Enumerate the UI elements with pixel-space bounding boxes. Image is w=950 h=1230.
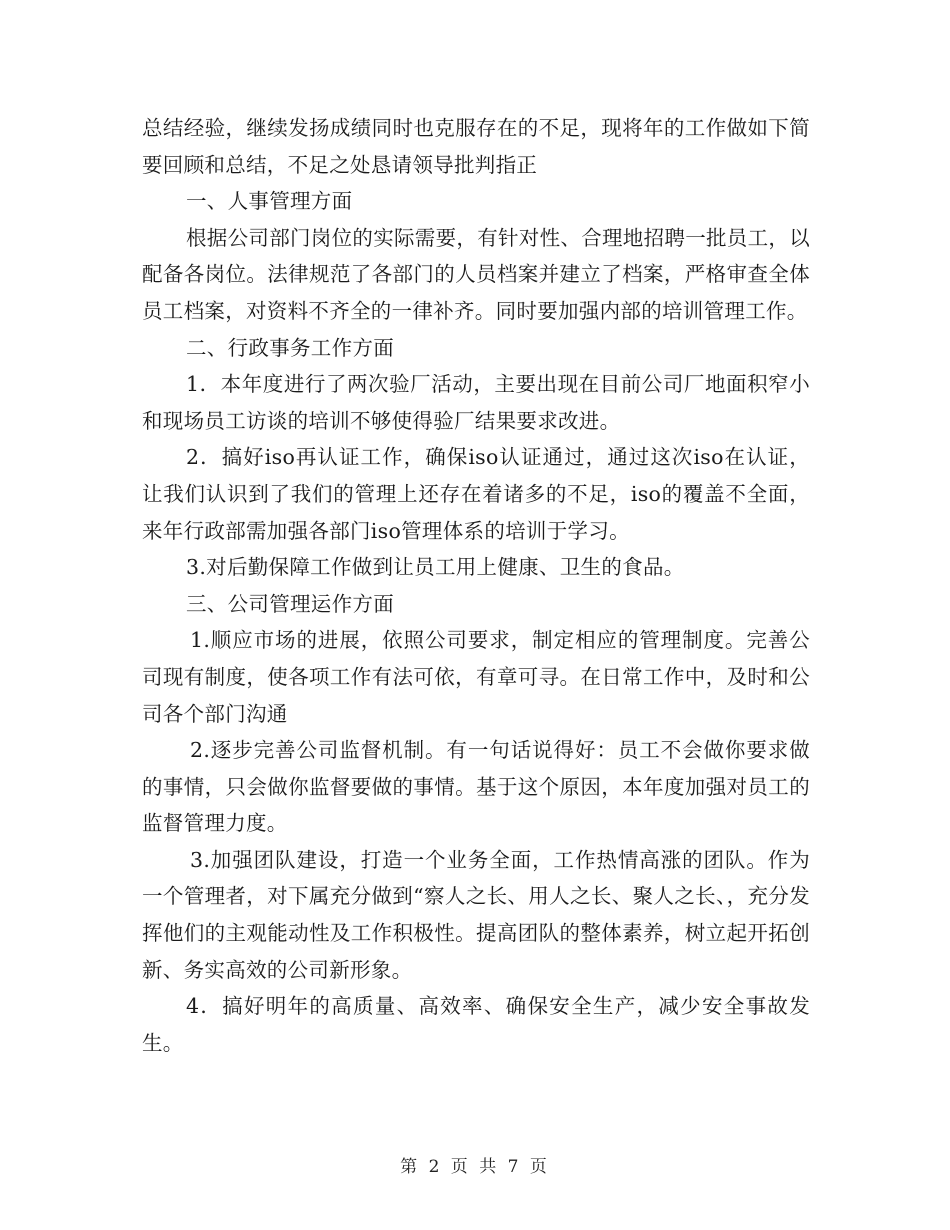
paragraph-management-3: 3.加强团队建设，打造一个业务全面，工作热情高涨的团队。作为一个管理者，对下属充分做到“察人之长、用人之长、聚人之长、，充分发挥他们的主观能动性及工作积极性。提高团队的整体素养，树立起开拓创新、务实高效的公司新形象。: [142, 847, 810, 982]
page-number-footer: 第 2 页 共 7 页: [400, 1157, 550, 1177]
paragraph-management-1: 1.顺应市场的进展，依照公司要求，制定相应的管理制度。完善公司现有制度，使各项工作有法可依，有章可寻。在日常工作中，及时和公司各个部门沟通: [142, 628, 810, 726]
section-heading-administration: 二、行政事务工作方面: [186, 335, 394, 360]
paragraph-management-2: 2.逐步完善公司监督机制。有一句话说得好：员工不会做你要求做的事情，只会做你监督要做的事情。基于这个原因，本年度加强对员工的监督管理力度。: [142, 738, 810, 836]
paragraph-admin-1: 1．本年度进行了两次验厂活动，主要出现在目前公司厂地面积窄小和现场员工访谈的培训不够使得验厂结果要求改进。: [142, 372, 810, 433]
paragraph-admin-3: 3.对后勤保障工作做到让员工用上健康、卫生的食品。: [186, 555, 685, 580]
section-heading-personnel: 一、人事管理方面: [186, 189, 353, 214]
document-body: [142, 110, 810, 1061]
paragraph-intro: 总结经验，继续发扬成绩同时也克服存在的不足，现将年的工作做如下简要回顾和总结，不足之处恳请领导批判指正: [142, 116, 810, 177]
paragraph-personnel: 根据公司部门岗位的实际需要，有针对性、合理地招聘一批员工，以配备各岗位。法律规范了各部门的人员档案并建立了档案，严格审查全体员工档案，对资料不齐全的一律补齐。同时要加强内部的培训管理工作。: [142, 225, 810, 323]
paragraph-admin-2: 2．搞好iso再认证工作，确保iso认证通过，通过这次iso在认证，让我们认识到了我们的管理上还存在着诸多的不足，iso的覆盖不全面，来年行政部需加强各部门iso管理体系的培训于学习。: [142, 445, 810, 543]
paragraph-management-4: 4．搞好明年的高质量、高效率、确保安全生产，减少安全事故发生。: [142, 994, 810, 1055]
section-heading-management: 三、公司管理运作方面: [186, 591, 394, 616]
